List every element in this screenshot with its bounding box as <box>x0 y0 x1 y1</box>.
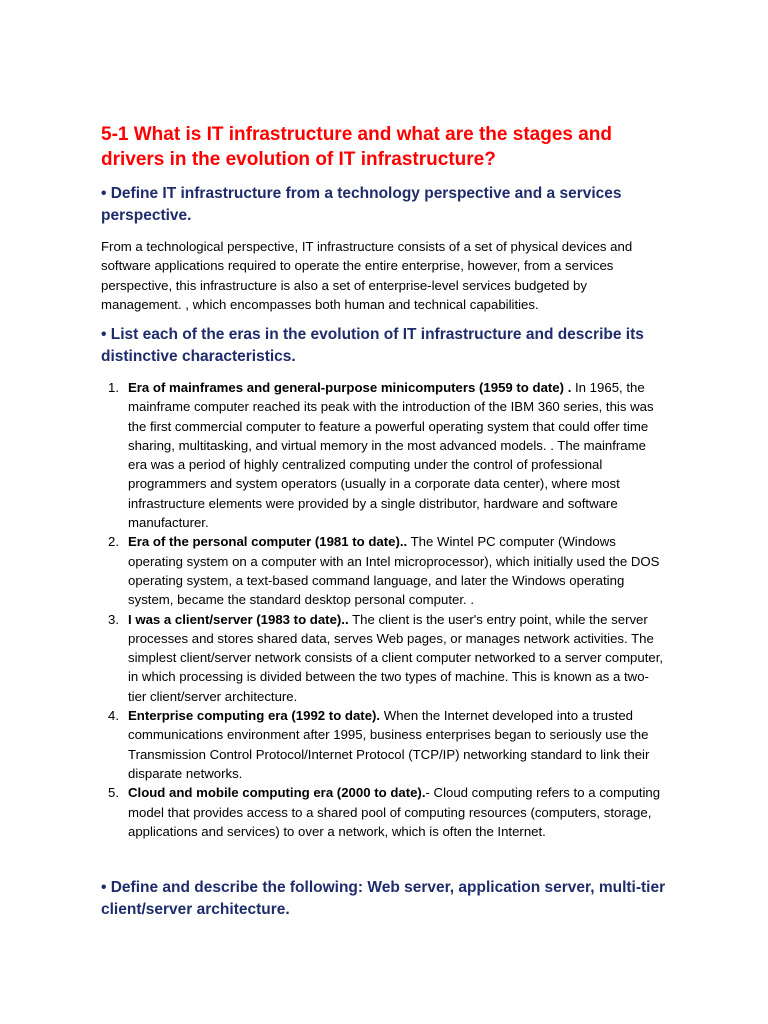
era-description: When the Internet developed into a trusted communications environment after 1995, business enterprises began to seriously use the Transmission Control Protocol/Internet Protocol (TCP/IP) networking standard to link their disparate networks. <box>128 708 650 781</box>
era-title: Enterprise computing era (1992 to date). <box>128 708 381 724</box>
era-description: - Cloud computing refers to a computing model that provides access to a shared pool of computing resources (computers, storage, applications and services) to over a network, which is often the Internet. <box>128 785 661 839</box>
era-description: The client is the user's entry point, while the server processes and stores shared data, serves Web pages, or manages network activities. The simplest client/server network consists of a client computer networked to a server computer, in which processing is divided between the two types of machine. This is known as a two-tier client/server architecture. <box>128 611 664 704</box>
section-heading-list-eras: • List each of the eras in the evolution of IT infrastructure and describe its distinctive characteristics. <box>101 326 644 365</box>
era-number: 2. <box>108 534 119 550</box>
page-title: 5-1 What is IT infrastructure and what are the stages and drivers in the evolution of IT infrastructure? <box>101 124 613 170</box>
era-title: Era of mainframes and general-purpose minicomputers (1959 to date) . <box>128 380 572 395</box>
era-list <box>101 378 667 841</box>
era-description: In 1965, the mainframe computer reached its peak with the introduction of the IBM 360 series, this was the first commercial computer to feature a powerful operating system that could offer time sharing, multitasking, and virtual memory in the most advanced models. . The mainframe era was a period of highly centralized computing under the control of professional programmers and system operators (usually in a corporate data center), where most infrastructure elements were provided by a single distributor, hardware and software manufacturer. <box>128 380 654 531</box>
era-title: Era of the personal computer (1981 to date).. <box>128 534 408 550</box>
era-description: The Wintel PC computer (Windows operating system on a computer with an Intel microprocessor), which initially used the DOS operating system, a text-based command language, and later the Windows operating system, became the standard desktop personal computer. . <box>128 534 660 608</box>
era-number: 4. <box>108 708 119 724</box>
era-item-mainframes <box>101 378 667 532</box>
era-item-client-server <box>101 610 667 706</box>
era-number: 1. <box>108 380 119 395</box>
era-item-personal-computer <box>101 532 667 609</box>
era-number: 5. <box>108 785 119 801</box>
era-title: I was a client/server (1983 to date).. <box>128 611 349 627</box>
era-item-cloud-mobile <box>101 783 667 841</box>
section-heading-define-infrastructure: • Define IT infrastructure from a technology perspective and a services perspective. <box>101 185 622 224</box>
section-heading-define-servers: • Define and describe the following: Web server, application server, multi-tier client/server architecture. <box>101 879 666 918</box>
era-title: Cloud and mobile computing era (2000 to date). <box>128 785 426 801</box>
era-number: 3. <box>108 611 119 627</box>
era-item-enterprise-computing <box>101 706 667 783</box>
definition-paragraph: From a technological perspective, IT infrastructure consists of a set of physical devices and software applications required to operate the entire enterprise, however, from a services perspective, this infrastructure is also a set of enterprise-level services budgeted by management. , which encompasses both human and technical capabilities. <box>101 239 633 312</box>
